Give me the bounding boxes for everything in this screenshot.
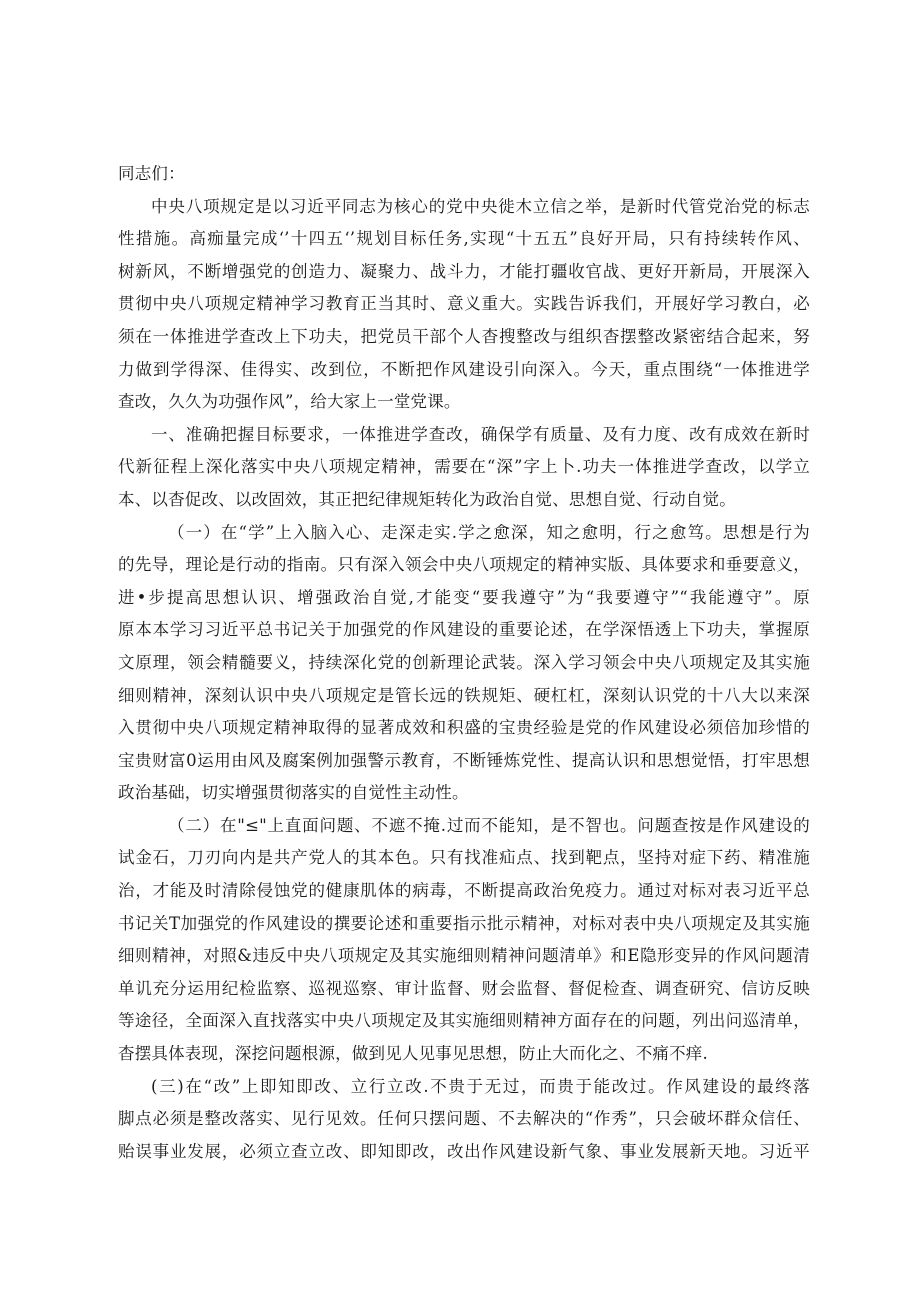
paragraph-line: 代新征程上深化落实中央八项规定精神，需要在“深”字上卜.功夫一体推进学查改，以学立 bbox=[118, 457, 810, 477]
paragraph-line: 贯彻中央八项规定精神学习教育正当其时、意义重大。实践告诉我们，开展好学习教白，必 bbox=[118, 294, 810, 314]
paragraph-subsection-check bbox=[118, 810, 810, 1071]
paragraph-line: 治，才能及时清除侵蚀党的健康肌体的病毒，不断提高政治免疫力。通过对标对表习近平总 bbox=[118, 881, 810, 901]
paragraph-line: 试金石，刀刃向内是共产党人的其本色。只有找准疝点、找到靶点，坚持对症下药、精准施 bbox=[118, 848, 810, 868]
paragraph-line: 入贯彻中央八项规定精神取得的显著成效和积盛的宝贵经验是党的作风建设必须倍加珍惜的 bbox=[118, 718, 810, 738]
paragraph-line: 查改，久久为功强作风”，给大家上一堂党课。 bbox=[118, 392, 461, 412]
paragraph-line: 等途径，全面深入直找落实中央八项规定及其实施细则精神方面存在的问题，列出问巡清单， bbox=[118, 1011, 810, 1031]
paragraph-subsection-rectify bbox=[118, 1071, 810, 1169]
paragraph-line: 进•步提高思想认识、增强政治自觉,才能变“要我遵守”为“我要遵守”“我能遵守”。原 bbox=[118, 587, 810, 607]
paragraph-line: 力做到学得深、佳得实、改到位，不断把作风建设引向深入。今天，重点围绕“一体推进学 bbox=[118, 359, 810, 379]
paragraph-line: 杳摆具体表现，深挖问题根源，做到见人见事见思想，防止大而化之、不痛不痒. bbox=[118, 1044, 708, 1064]
paragraph-line: 细则精神，对照&违反中央八项规定及其实施细则精神问题清单》和E隐形变异的作风问题清 bbox=[118, 946, 810, 966]
paragraph-section-one bbox=[118, 419, 810, 517]
paragraph-line: 性措施。高痂量完成‘’十四五‘’规划目标任务,实现“十五五”良好开局，只有持续转作风、 bbox=[118, 229, 810, 249]
paragraph-line: （一）在“学”上入脑入心、走深走实.学之愈深，知之愈明，行之愈笃。思想是行为 bbox=[168, 522, 810, 542]
paragraph-line: 单讥充分运用纪检监察、巡视巡察、审计监督、财会监督、督促检查、调查研究、信访反映 bbox=[118, 978, 810, 998]
paragraph-line: (三)在“改”上即知即改、立行立改.不贵于无过，而贵于能改过。作风建设的最终落 bbox=[151, 1076, 810, 1096]
paragraph-line: 贻误事业发展，必须立查立改、即知即改，改出作风建设新气象、事业发展新天地。习近平 bbox=[118, 1141, 810, 1161]
paragraph-line: 中央八项规定是以习近平同志为核心的党中央徙木立信之举，是新时代管党治党的标志 bbox=[151, 196, 810, 216]
paragraph-line: 政治基础，切实增强贯彻落实的自觉性主动性。 bbox=[118, 783, 469, 803]
paragraph-line: 的先导，理论是行动的指南。只有深入领会中央八项规定的精神实版、具体要求和垂要意义， bbox=[118, 555, 810, 575]
paragraph-line: 书记关T加强党的作风建设的撰要论述和重要指示批示精神，对标对表中央八项规定及其实施 bbox=[118, 913, 810, 933]
paragraph-line: 文原理，领会精髓要义，持续深化党的创新理论武装。深入学习领会中央八项规定及其实施 bbox=[118, 652, 810, 672]
salutation: 同志们： bbox=[118, 164, 185, 183]
paragraph-line: 一、准确把握目标要求，一体推进学查改，确保学有质量、及有力度、改有成效在新时 bbox=[151, 424, 810, 444]
paragraph-line: （二）在"≤"上直面问题、不遮不掩.过而不能知，是不智也。问题查按是作风建设的 bbox=[168, 815, 810, 835]
paragraph-line: 宝贵财富0运用由风及腐案例加强警示教育，不断锤炼党性、提高认识和思想觉悟，打牢思想 bbox=[118, 750, 810, 770]
paragraph-line: 树新风，不断增强党的创造力、凝聚力、战斗力，才能打疆收官战、更好开新局，开展深入 bbox=[118, 261, 810, 281]
paragraph-intro bbox=[118, 191, 810, 419]
paragraph-subsection-learn bbox=[118, 517, 810, 810]
document-body bbox=[118, 158, 810, 1168]
paragraph-line: 脚点必须是整改落实、见行见效。任何只摆问题、不去解决的“作秀”，只会破坏群众信任、 bbox=[118, 1109, 810, 1129]
paragraph-line: 须在一体推进学查改上下功夫，把党员干部个人杳搜整改与组织杳摆整改紧密结合起来，努 bbox=[118, 326, 810, 346]
paragraph-line: 本、以杳促改、以改固效，其正把纪律规矩转化为政治自觉、思想自觉、行动自觉。 bbox=[118, 489, 736, 509]
paragraph-line: 细则精神，深刻认识中央八项规定是管长远的铁规矩、硬杠杠，深刻认识党的十八大以来深 bbox=[118, 685, 810, 705]
paragraph-line: 原本本学习习近平总书记关于加强党的作风建设的重要论述，在学深悟透上下功夫，掌握原 bbox=[118, 620, 810, 640]
